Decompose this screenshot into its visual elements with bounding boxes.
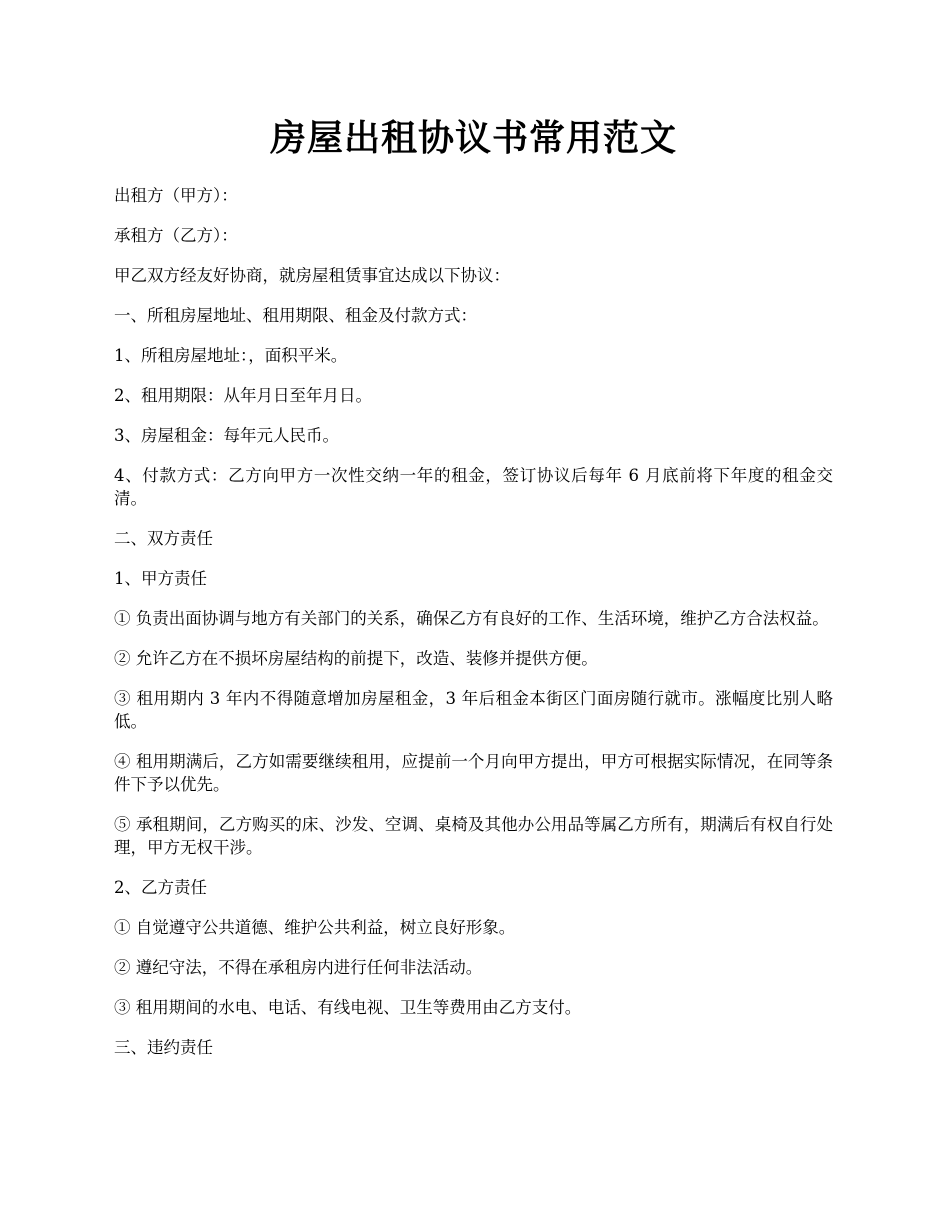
document-title: 房屋出租协议书常用范文 <box>269 117 677 159</box>
section-heading-2: 二、双方责任 <box>114 529 213 548</box>
agreement-intro: 甲乙双方经友好协商，就房屋租赁事宜达成以下协议： <box>114 266 510 285</box>
party-b-item-3: ③ 租用期间的水电、电话、有线电视、卫生等费用由乙方支付。 <box>114 998 582 1017</box>
subsection-party-a: 1、甲方责任 <box>114 569 207 588</box>
party-a-item-1: ① 负责出面协调与地方有关部门的关系，确保乙方有良好的工作、生活环境，维护乙方合法权益。 <box>114 609 829 628</box>
party-a-item-5: ⑤ 承租期间，乙方购买的床、沙发、空调、桌椅及其他办公用品等属乙方所有，期满后有权自行处理，甲方无权干涉。 <box>114 815 833 857</box>
clause-address: 1、所租房屋地址：，面积平米。 <box>114 346 348 365</box>
lessor-line: 出租方（甲方）： <box>114 186 238 205</box>
section-heading-1: 一、所租房屋地址、租用期限、租金及付款方式： <box>114 306 477 325</box>
clause-payment: 4、付款方式：乙方向甲方一次性交纳一年的租金，签订协议后每年 6 月底前将下年度的租金交清。 <box>114 466 833 508</box>
party-b-item-1: ① 自觉遵守公共道德、维护公共利益，树立良好形象。 <box>114 918 516 937</box>
party-a-item-2: ② 允许乙方在不损坏房屋结构的前提下，改造、装修并提供方便。 <box>114 649 598 668</box>
section-heading-3: 三、违约责任 <box>114 1038 213 1057</box>
clause-term: 2、租用期限：从年月日至年月日。 <box>114 386 372 405</box>
party-a-item-4: ④ 租用期满后，乙方如需要继续租用，应提前一个月向甲方提出，甲方可根据实际情况，在同等条件下予以优先。 <box>114 752 833 794</box>
lessee-line: 承租方（乙方）： <box>114 226 238 245</box>
party-b-item-2: ② 遵纪守法，不得在承租房内进行任何非法活动。 <box>114 958 483 977</box>
clause-rent: 3、房屋租金：每年元人民币。 <box>114 426 339 445</box>
party-a-item-3: ③ 租用期内 3 年内不得随意增加房屋租金，3 年后租金本街区门面房随行就市。涨幅度比别人略低。 <box>114 689 833 731</box>
subsection-party-b: 2、乙方责任 <box>114 878 207 897</box>
